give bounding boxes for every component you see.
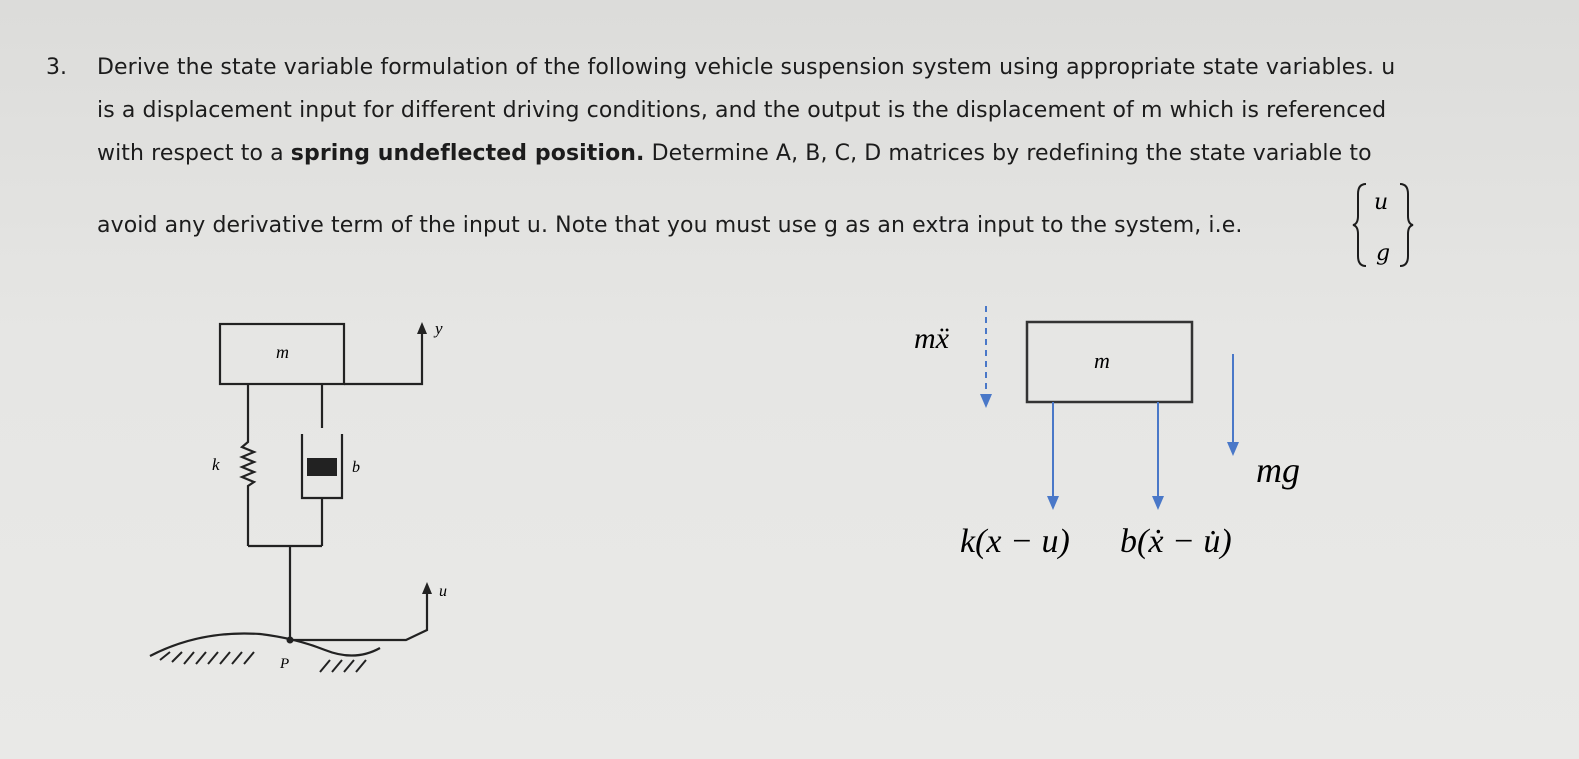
problem-line-1: Derive the state variable formulation of the following vehicle suspension system using appropriate state variables. u xyxy=(97,55,1396,80)
problem-line-3-post: Determine A, B, C, D matrices by redefining the state variable to xyxy=(644,141,1372,166)
y-label: y xyxy=(435,319,443,338)
damper-force-arrow-icon xyxy=(1152,496,1164,510)
u-label: u xyxy=(439,583,447,600)
y-arrow-icon xyxy=(417,322,427,334)
free-body-diagram xyxy=(890,300,1350,580)
problem-statement xyxy=(0,0,1579,300)
input-vector xyxy=(1352,180,1414,270)
vector-bottom: g xyxy=(1376,241,1391,266)
left-brace xyxy=(1353,184,1366,266)
problem-line-3-pre: with respect to a xyxy=(97,141,291,166)
problem-number: 3. xyxy=(46,55,67,80)
problem-line-4: avoid any derivative term of the input u. Note that you must use g as an extra input to the system, i.e. xyxy=(97,213,1243,238)
gravity-label: mg xyxy=(1256,450,1300,490)
spring-label: k xyxy=(212,455,220,474)
inertia-label: mẍ xyxy=(914,322,949,355)
spring-force-label: k(x − u) xyxy=(960,523,1070,560)
road-surface xyxy=(150,633,380,656)
damper-force-label: b(ẋ − u̇) xyxy=(1120,523,1232,560)
u-arrow-icon xyxy=(422,582,432,594)
contact-point xyxy=(287,637,294,644)
mass-label: m xyxy=(276,342,289,362)
problem-line-2: is a displacement input for different driving conditions, and the output is the displacement of m which is referenced xyxy=(97,98,1387,123)
right-brace xyxy=(1400,184,1413,266)
u-reference-line xyxy=(290,592,427,640)
problem-line-3-bold: spring undeflected position. xyxy=(290,141,645,166)
inertia-arrow-icon xyxy=(980,394,992,408)
gravity-arrow-icon xyxy=(1227,442,1239,456)
contact-label: P xyxy=(280,656,290,672)
fbd-mass-label: m xyxy=(1094,348,1110,373)
problem-line-3 xyxy=(97,141,1372,166)
spring-force-arrow-icon xyxy=(1047,496,1059,510)
damper-piston xyxy=(307,458,337,476)
suspension-schematic xyxy=(130,300,490,700)
vector-top: u xyxy=(1374,190,1389,215)
ground-hatching xyxy=(160,652,366,672)
damper-label: b xyxy=(352,459,360,476)
spring xyxy=(242,384,254,546)
y-reference-line xyxy=(344,332,422,384)
